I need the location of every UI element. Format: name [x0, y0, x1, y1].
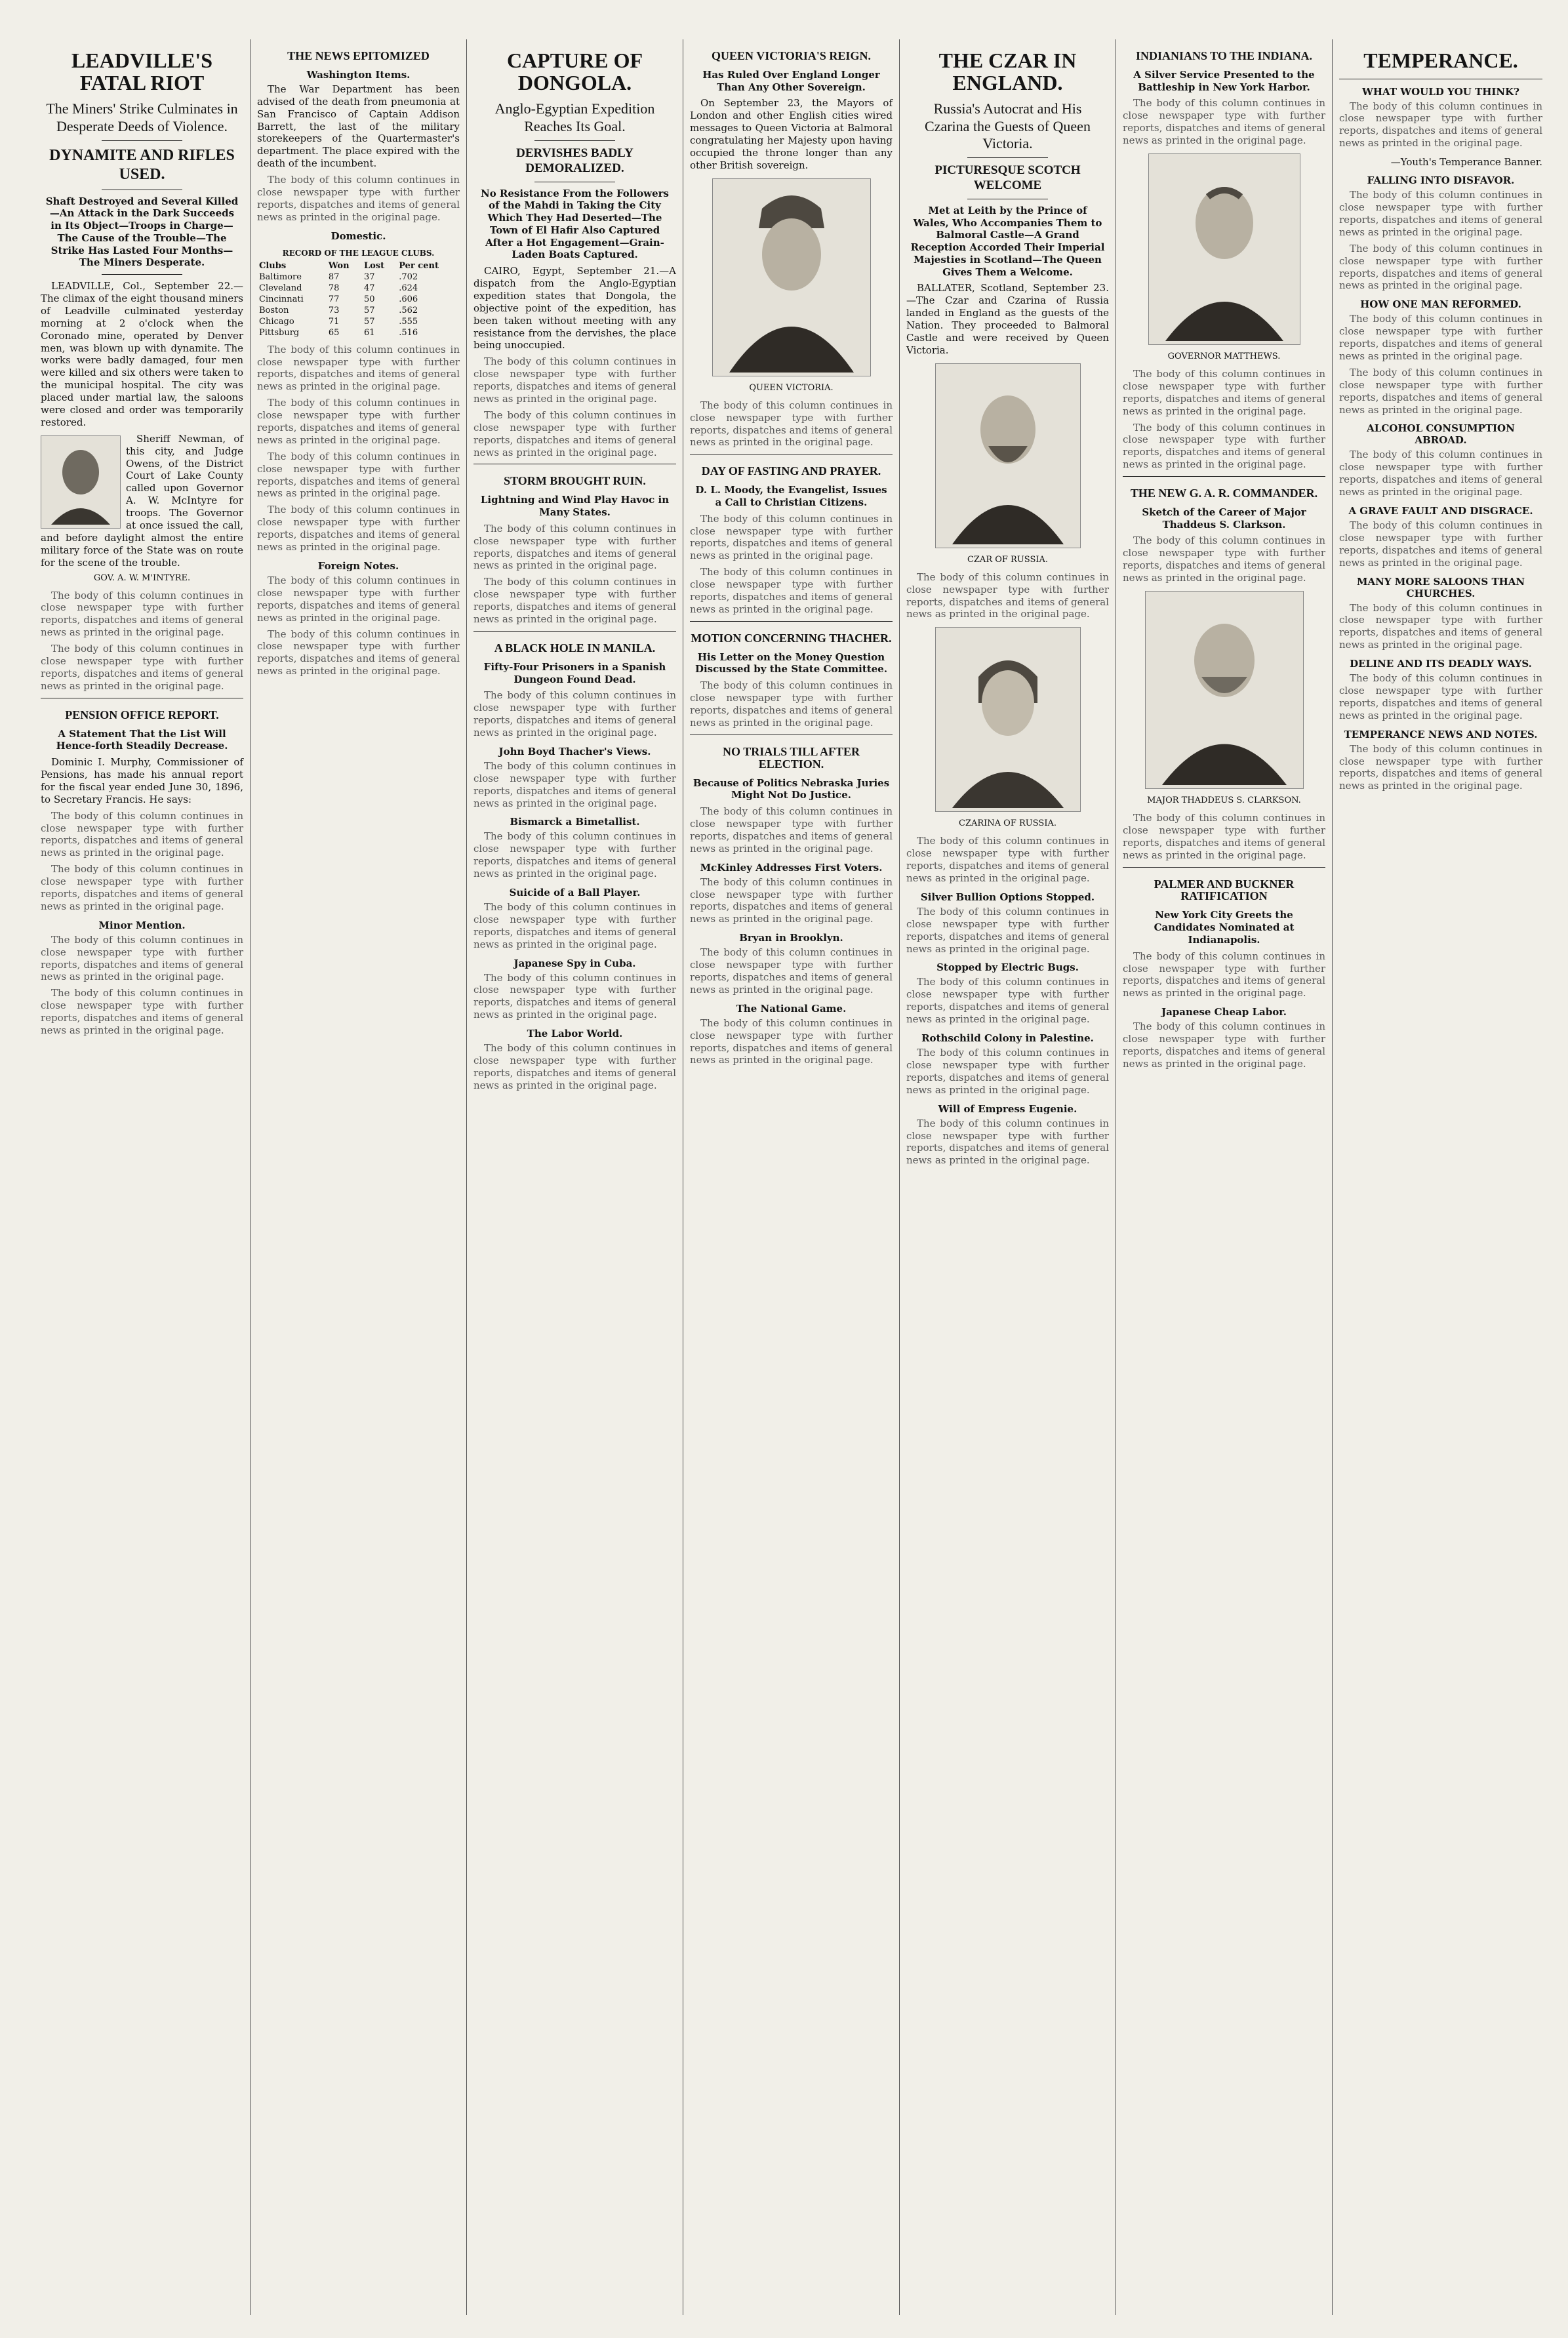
headline-thacher: MOTION CONCERNING THACHER. [691, 631, 892, 645]
table-cell: Cincinnati [259, 294, 304, 304]
headline-manila: A BLACK HOLE IN MANILA. [494, 641, 656, 655]
column-5 [900, 39, 1116, 2315]
headline-gar: THE NEW G. A. R. COMMANDER. [1130, 487, 1318, 500]
poem-title: WHAT WOULD YOU THINK? [1362, 85, 1519, 98]
article-paragraph: The body of this column continues in close newspaper type with further reports, dispatches and items of general news as printed in the original page. [473, 522, 676, 572]
article-paragraph: The body of this column continues in close newspaper type with further reports, dispatches and items of general news as printed in the original page. [906, 571, 1109, 620]
subhead-reformed: HOW ONE MAN REFORMED. [1360, 298, 1521, 311]
article-paragraph: The body of this column continues in close newspaper type with further reports, dispatches and items of general news as printed in the original page. [473, 1042, 676, 1091]
article-paragraph: The body of this column continues in close newspaper type with further reports, dispatches and items of general news as printed in the original page. [473, 576, 676, 626]
article-paragraph: The body of this column continues in close newspaper type with further reports, dispatches and items of general news as printed in the original page. [473, 409, 676, 458]
portrait-mcintyre [41, 435, 121, 529]
article-paragraph: The body of this column continues in close newspaper type with further reports, dispatches and items of general news as printed in the original page. [257, 628, 460, 677]
subhead-labor-world: The Labor World. [527, 1028, 623, 1040]
article-paragraph: The body of this column continues in close newspaper type with further reports, dispatches and items of general news as printed in the original page. [41, 987, 243, 1036]
table-cell: 57 [363, 316, 375, 327]
deck-fasting: D. L. Moody, the Evangelist, Issues a Call to Christian Citizens. [695, 484, 887, 508]
headline-indiana: INDIANIANS TO THE INDIANA. [1135, 49, 1313, 62]
subhead-eugenie: Will of Empress Eugenie. [938, 1102, 1077, 1115]
table-cell: Boston [259, 305, 289, 315]
subhead-temperance-news: TEMPERANCE NEWS AND NOTES. [1344, 728, 1538, 740]
article-paragraph: The body of this column continues in close newspaper type with further reports, dispatches and items of general news as printed in the original page. [1339, 242, 1542, 292]
deck-manila: Fifty-Four Prisoners in a Spanish Dungeon Found Dead. [483, 660, 666, 685]
table-cell: 47 [363, 283, 375, 293]
article-paragraph: The body of this column continues in close newspaper type with further reports, dispatches and items of general news as printed in the original page. [473, 971, 676, 1021]
portrait-governor-matthews [1148, 153, 1300, 345]
article-paragraph: The body of this column continues in close newspaper type with further reports, dispatches and items of general news as printed in the original page. [1339, 672, 1542, 721]
article-paragraph: The body of this column continues in close newspaper type with further reports, dispatches and items of general news as printed in the original page. [257, 574, 460, 624]
table-cell: .562 [399, 305, 418, 315]
portrait-caption: QUEEN VICTORIA. [749, 382, 834, 393]
headline-no-trials: NO TRIALS TILL AFTER ELECTION. [723, 744, 860, 771]
article-paragraph: The body of this column continues in close newspaper type with further reports, dispatches and items of general news as printed in the original page. [906, 905, 1109, 955]
portrait-caption: GOVERNOR MATTHEWS. [1167, 351, 1281, 361]
article-paragraph: The body of this column continues in close newspaper type with further reports, dispatches and items of general news as printed in the original page. [257, 343, 460, 393]
portrait-czarina [935, 627, 1081, 812]
article-paragraph: The body of this column continues in close newspaper type with further reports, dispatches and items of general news as printed in the original page. [1123, 950, 1325, 999]
column-7 [1333, 39, 1549, 2315]
article-paragraph: The body of this column continues in close newspaper type with further reports, dispatches and items of general news as printed in the original page. [906, 1117, 1109, 1167]
headline-czar: THE CZAR IN ENGLAND. [938, 49, 1077, 94]
article-paragraph: The body of this column continues in close newspaper type with further reports, dispatches and items of general news as printed in the original page. [906, 1047, 1109, 1096]
deck-leadville-1: The Miners' Strike Culminates in Desperate Deeds of Violence. [46, 100, 238, 134]
poem-credit: —Youth's Temperance Banner. [1390, 156, 1542, 169]
article-paragraph: The body of this column continues in close newspaper type with further reports, dispatches and items of general news as printed in the original page. [473, 689, 676, 738]
table-title: RECORD OF THE LEAGUE CLUBS. [282, 248, 435, 258]
article-paragraph: Dominic I. Murphy, Commissioner of Pensions, has made his annual report for the fiscal year ended June 30, 1896, to Secretary Francis. He says: [41, 756, 243, 805]
table-cell: 78 [328, 283, 340, 293]
divider [102, 274, 183, 275]
article-paragraph: The body of this column continues in close newspaper type with further reports, dispatches and items of general news as printed in the original page. [41, 589, 243, 639]
article-paragraph: The body of this column continues in close newspaper type with further reports, dispatches and items of general news as printed in the original page. [1339, 100, 1542, 150]
article-paragraph: BALLATER, Scotland, September 23.—The Czar and Czarina of Russia landed in England as the guests of the Nation. They proceeded to Balmoral Castle and were received by Queen Victoria. [906, 282, 1109, 356]
table-row [257, 272, 460, 283]
column-4 [683, 39, 900, 2315]
subhead-thacher: John Boyd Thacher's Views. [498, 745, 651, 757]
deck-dongola-1: Anglo-Egyptian Expedition Reaches Its Goal. [494, 100, 655, 134]
deck-palmer-buckner: New York City Greets the Candidates Nominated at Indianapolis. [1154, 909, 1295, 946]
table-cell: .606 [399, 294, 418, 304]
article-paragraph: The body of this column continues in close newspaper type with further reports, dispatches and items of general news as printed in the original page. [1123, 812, 1325, 861]
article-paragraph: The body of this column continues in close newspaper type with further reports, dispatches and items of general news as printed in the original page. [1123, 367, 1325, 417]
article-paragraph: The body of this column continues in close newspaper type with further reports, dispatches and items of general news as printed in the original page. [257, 397, 460, 446]
table-cell: 50 [363, 294, 375, 304]
subhead-rothschild: Rothschild Colony in Palestine. [921, 1032, 1094, 1045]
table-row [257, 316, 460, 327]
subhead-deadly-ways: DELINE AND ITS DEADLY WAYS. [1350, 658, 1532, 670]
headline-storm: STORM BROUGHT RUIN. [504, 474, 646, 488]
headline-fasting: DAY OF FASTING AND PRAYER. [701, 464, 881, 478]
table-cell: 57 [363, 305, 375, 315]
deck-storm: Lightning and Wind Play Havoc in Many States. [480, 494, 670, 519]
headline-news-epitomized: THE NEWS EPITOMIZED [287, 49, 430, 62]
table-cell: 87 [328, 272, 340, 282]
table-cell: .516 [399, 327, 418, 338]
deck-czar-3: Met at Leith by the Prince of Wales, Who Accompanies Them to Balmoral Castle—A Grand Reception Accorded Their Imperial Majesties in Scotland—The Queen Gives Them a Welcome. [910, 204, 1105, 278]
table-cell: 77 [328, 294, 340, 304]
article-paragraph: The body of this column continues in close newspaper type with further reports, dispatches and items of general news as printed in the original page. [41, 863, 243, 912]
article-paragraph: The body of this column continues in close newspaper type with further reports, dispatches and items of general news as printed in the original page. [1339, 313, 1542, 362]
article-paragraph: CAIRO, Egypt, September 21.—A dispatch from the Anglo-Egyptian expedition states that Dongola, the objective point of the expedition, has been taken without meeting with any resistance from the dervishes, the place being unoccupied. [473, 265, 676, 352]
article-paragraph: The body of this column continues in close newspaper type with further reports, dispatches and items of general news as printed in the original page. [690, 566, 893, 615]
subhead-cheap-labor: Japanese Cheap Labor. [1161, 1006, 1287, 1018]
divider [473, 631, 676, 632]
subhead-ball-player: Suicide of a Ball Player. [509, 887, 641, 899]
article-paragraph: The body of this column continues in close newspaper type with further reports, dispatches and items of general news as printed in the original page. [1339, 189, 1542, 238]
newspaper-page [34, 39, 1549, 2315]
portrait-clarkson [1145, 591, 1304, 789]
table-cell: Baltimore [259, 272, 302, 282]
article-paragraph: The body of this column continues in close newspaper type with further reports, dispatches and items of general news as printed in the original page. [473, 759, 676, 809]
subhead-washington: Washington Items. [306, 68, 411, 81]
subhead-domestic: Domestic. [331, 230, 386, 242]
subhead-disfavor: FALLING INTO DISFAVOR. [1367, 174, 1515, 187]
table-row [257, 294, 460, 305]
portrait-engraving-icon [45, 439, 117, 525]
divider [967, 157, 1049, 158]
table-cell: .624 [399, 283, 418, 293]
table-cell: .702 [399, 272, 418, 282]
deck-no-trials: Because of Politics Nebraska Juries Might Not Do Justice. [693, 776, 890, 801]
article-paragraph: The body of this column continues in close newspaper type with further reports, dispatches and items of general news as printed in the original page. [1123, 1020, 1325, 1070]
subhead-bismarck: Bismarck a Bimetallist. [510, 816, 640, 828]
subhead-bryan: Bryan in Brooklyn. [739, 932, 843, 944]
table-header: Won [328, 260, 350, 271]
portrait-engraving-icon [939, 631, 1077, 808]
subhead-mckinley: McKinley Addresses First Voters. [700, 861, 883, 874]
column-6 [1116, 39, 1333, 2315]
headline-pension: PENSION OFFICE REPORT. [65, 708, 219, 721]
article-paragraph: The body of this column continues in close newspaper type with further reports, dispatches and items of general news as printed in the original page. [257, 174, 460, 223]
article-paragraph: The body of this column continues in close newspaper type with further reports, dispatches and items of general news as printed in the original page. [257, 450, 460, 500]
subhead-japanese-spy: Japanese Spy in Cuba. [513, 957, 636, 969]
table-row [257, 283, 460, 294]
subhead-alcohol-abroad: ALCOHOL CONSUMPTION ABROAD. [1367, 422, 1515, 447]
divider [1123, 476, 1325, 477]
deck-dongola-3: No Resistance From the Followers of the Mahdi in Taking the City Which They Had Deserted—The Town of El Hafir Also Captured After a Hot Engagement—Grain-Laden Boats Captured. [480, 187, 669, 261]
table-cell: 65 [328, 327, 340, 338]
divider [534, 140, 616, 141]
article-paragraph: The body of this column continues in close newspaper type with further reports, dispatches and items of general news as printed in the original page. [1123, 421, 1325, 471]
table-row [257, 327, 460, 338]
article-paragraph: The body of this column continues in close newspaper type with further reports, dispatches and items of general news as printed in the original page. [41, 933, 243, 983]
deck-victoria: Has Ruled Over England Longer Than Any Other Sovereign. [702, 68, 880, 93]
deck-czar-1: Russia's Autocrat and His Czarina the Guests of Queen Victoria. [925, 100, 1091, 151]
table-header: Lost [363, 260, 385, 271]
table-cell: 73 [328, 305, 340, 315]
article-paragraph: The body of this column continues in close newspaper type with further reports, dispatches and items of general news as printed in the original page. [690, 679, 893, 729]
article-paragraph: The body of this column continues in close newspaper type with further reports, dispatches and items of general news as printed in the original page. [1339, 742, 1542, 792]
subhead-foreign-notes: Foreign Notes. [317, 559, 399, 572]
headline-victoria: QUEEN VICTORIA'S REIGN. [712, 49, 871, 62]
subhead-silver-bullion: Silver Bullion Options Stopped. [920, 891, 1095, 903]
portrait-caption: CZAR OF RUSSIA. [967, 554, 1049, 565]
deck-pension: A Statement That the List Will Hence-forth Steadily Decrease. [56, 727, 228, 752]
table-cell: Chicago [259, 316, 294, 327]
column-2 [251, 39, 467, 2315]
column-1 [34, 39, 251, 2315]
article-paragraph: The body of this column continues in close newspaper type with further reports, dispatches and items of general news as printed in the original page. [906, 835, 1109, 885]
article-paragraph: The body of this column continues in close newspaper type with further reports, dispatches and items of general news as printed in the original page. [41, 643, 243, 692]
table-cell: 37 [363, 272, 375, 282]
portrait-caption: CZARINA OF RUSSIA. [959, 818, 1056, 829]
article-paragraph: The body of this column continues in close newspaper type with further reports, dispatches and items of general news as printed in the original page. [1339, 601, 1542, 651]
article-paragraph: LEADVILLE, Col., September 22.—The climax of the eight thousand miners of Leadville culminated yesterday morning at 2 o'clock when the Coronado mine, operated by Denver men, was blown up with dynamite. The works were badly damaged, four men were killed and six others were taken to the municipal hospital. The city was placed under martial law, the saloons were closed and order was temporarily restored. [41, 280, 243, 428]
table-cell: Pittsburg [259, 327, 300, 338]
portrait-caption: MAJOR THADDEUS S. CLARKSON. [1147, 796, 1301, 806]
portrait-caption: GOV. A. W. M'INTYRE. [93, 573, 191, 583]
table-header: Per cent [399, 260, 439, 271]
headline-palmer-buckner: PALMER AND BUCKNER RATIFICATION [1154, 877, 1295, 903]
article-paragraph: The body of this column continues in close newspaper type with further reports, dispatches and items of general news as printed in the original page. [1339, 366, 1542, 416]
deck-czar-2: PICTURESQUE SCOTCH WELCOME [935, 163, 1081, 193]
deck-gar: Sketch of the Career of Major Thaddeus S. Clarkson. [1142, 506, 1306, 531]
deck-leadville-2: DYNAMITE AND RIFLES USED. [49, 146, 235, 183]
article-paragraph: The body of this column continues in close newspaper type with further reports, dispatches and items of general news as printed in the original page. [690, 876, 893, 925]
subhead-minor-mention: Minor Mention. [98, 919, 186, 931]
league-table [257, 260, 460, 338]
article-paragraph: The body of this column continues in close newspaper type with further reports, dispatches and items of general news as printed in the original page. [473, 355, 676, 405]
table-cell: .555 [399, 316, 418, 327]
article-paragraph: On September 23, the Mayors of London and other English cities wired messages to Queen Victoria at Balmoral congratulating her Majesty upon having occupied the throne longer than any other British sovereign. [690, 97, 893, 171]
subhead-electric-bugs: Stopped by Electric Bugs. [936, 961, 1079, 974]
subhead-grave-fault: A GRAVE FAULT AND DISGRACE. [1348, 504, 1533, 517]
deck-dongola-2: DERVISHES BADLY DEMORALIZED. [516, 146, 633, 175]
article-paragraph: The body of this column continues in close newspaper type with further reports, dispatches and items of general news as printed in the original page. [690, 946, 893, 996]
article-paragraph: The body of this column continues in close newspaper type with further reports, dispatches and items of general news as printed in the original page. [1123, 97, 1325, 147]
article-paragraph: The War Department has been advised of the death from pneumonia at San Francisco of Captain Addison Barrett, the last of the military storekeepers of the Quartermaster's department. The place expired with the death of the incumbent. [257, 83, 460, 170]
portrait-engraving-icon [1152, 157, 1297, 341]
deck-leadville-3: Shaft Destroyed and Several Killed—An Attack in the Dark Succeeds in Its Object—Troops in Charge—The Cause of the Trouble—The Strike Has Lasted Four Months—The Miners Desperate. [45, 195, 239, 269]
article-paragraph: The body of this column continues in close newspaper type with further reports, dispatches and items of general news as printed in the original page. [1339, 449, 1542, 498]
table-row [257, 305, 460, 316]
article-paragraph: The body of this column continues in close newspaper type with further reports, dispatches and items of general news as printed in the original page. [690, 805, 893, 855]
subhead-saloons: MANY MORE SALOONS THAN CHURCHES. [1356, 575, 1525, 599]
article-paragraph: The body of this column continues in close newspaper type with further reports, dispatches and items of general news as printed in the original page. [473, 901, 676, 950]
table-cell: 71 [328, 316, 340, 327]
headline-dongola: CAPTURE OF DONGOLA. [506, 49, 643, 94]
portrait-engraving-icon [716, 182, 867, 373]
column-3 [467, 39, 683, 2315]
divider [102, 140, 183, 141]
article-paragraph: The body of this column continues in close newspaper type with further reports, dispatches and items of general news as printed in the original page. [473, 830, 676, 880]
table-cell: 61 [363, 327, 375, 338]
divider [690, 621, 893, 622]
article-paragraph: The body of this column continues in close newspaper type with further reports, dispatches and items of general news as printed in the original page. [1123, 534, 1325, 584]
divider [1123, 867, 1325, 868]
article-paragraph: The body of this column continues in close newspaper type with further reports, dispatches and items of general news as printed in the original page. [1339, 519, 1542, 569]
portrait-engraving-icon [1149, 595, 1300, 785]
table-cell: Cleveland [259, 283, 302, 293]
deck-indiana: A Silver Service Presented to the Battleship in New York Harbor. [1133, 68, 1315, 93]
article-paragraph: The body of this column continues in close newspaper type with further reports, dispatches and items of general news as printed in the original page. [690, 512, 893, 562]
table-header: Clubs [259, 260, 287, 271]
article-paragraph: The body of this column continues in close newspaper type with further reports, dispatches and items of general news as printed in the original page. [690, 1017, 893, 1066]
article-paragraph: The body of this column continues in close newspaper type with further reports, dispatches and items of general news as printed in the original page. [41, 809, 243, 859]
article-paragraph: Sheriff Newman, of this city, and Judge Owens, of the District Court of Lake County called upon Governor A. W. McIntyre for troops. The Governor at once issued the call, and before daylight almost the entire military force of the State was on route for the scene of the trouble. [41, 432, 243, 569]
headline-temperance: TEMPERANCE. [1363, 49, 1518, 72]
portrait-czar [935, 363, 1081, 548]
subhead-national-game: The National Game. [736, 1002, 847, 1015]
article-paragraph: The body of this column continues in close newspaper type with further reports, dispatches and items of general news as printed in the original page. [906, 976, 1109, 1026]
article-paragraph: The body of this column continues in close newspaper type with further reports, dispatches and items of general news as printed in the original page. [257, 504, 460, 554]
article-paragraph: The body of this column continues in close newspaper type with further reports, dispatches and items of general news as printed in the original page. [690, 399, 893, 449]
portrait-engraving-icon [939, 367, 1077, 544]
deck-thacher: His Letter on the Money Question Discussed by the State Committee. [694, 651, 888, 675]
portrait-queen-victoria [712, 178, 871, 376]
headline-leadville: LEADVILLE'S FATAL RIOT [71, 49, 213, 94]
